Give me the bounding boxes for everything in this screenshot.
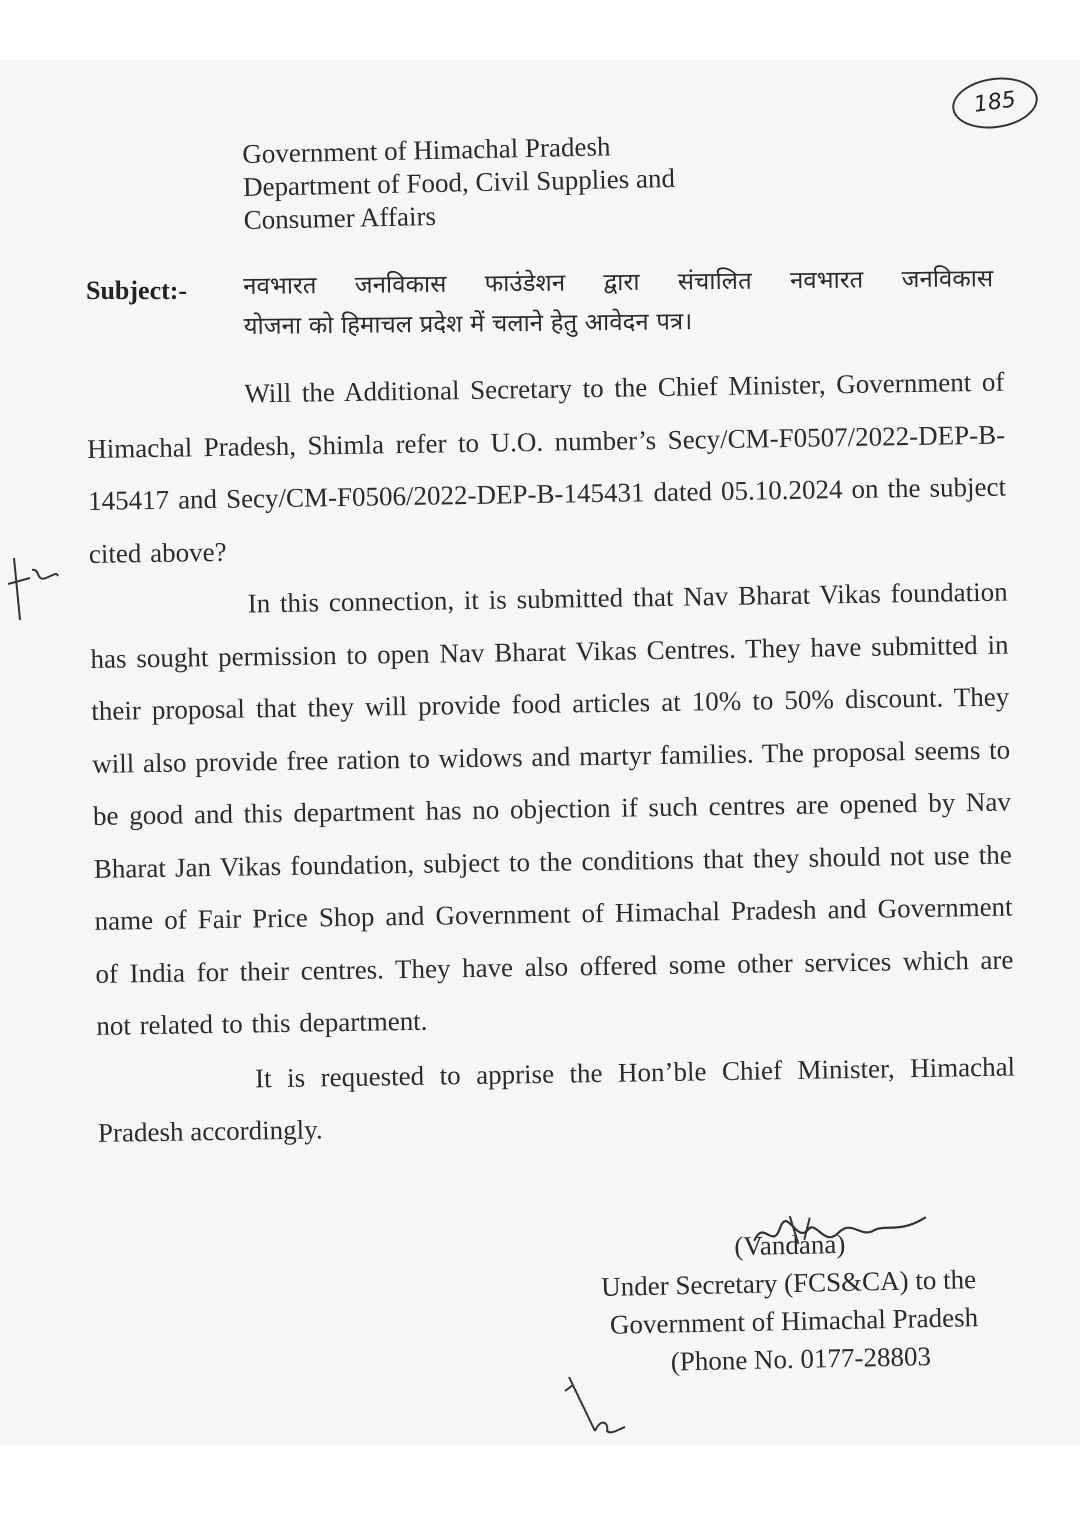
letter-body bbox=[86, 356, 1017, 1187]
subject-line-2: योजना को हिमाचल प्रदेश में चलाने हेतु आवेदन पत्र। bbox=[243, 307, 693, 340]
paragraph-connection: In this connection, it is submitted that Nav Bharat Vikas foundation has sought permission to open Nav Bharat Vikas Centres. They have submitted in their proposal that they will provide food articles at 10% to 50% discount. They will also provide free ration to widows and martyr families. The proposal seems to be good and this department has no objection if such centres are opened by Nav Bharat Jan Vikas foundation, subject to the conditions that they should not use the name of Fair Price Shop and Government of Himachal Pradesh and Government of India for their centres. They have also offered some other services which are not related to this department. bbox=[90, 576, 1014, 1041]
initial-annotation-icon bbox=[555, 1365, 635, 1445]
header-line-consumer-affairs: Consumer Affairs bbox=[243, 200, 437, 235]
paragraph-request: It is requested to apprise the Hon’ble Chief Minister, Himachal Pradesh accordingly. bbox=[97, 1050, 1016, 1148]
header-line-department: Department of Food, Civil Supplies and bbox=[242, 162, 676, 202]
header-line-government: Government of Himachal Pradesh bbox=[242, 131, 611, 169]
handwritten-signature-icon bbox=[750, 1207, 931, 1261]
subject-line-1: नवभारत जनविकास फाउंडेशन द्वारा संचालित नवभारत जनविकास bbox=[243, 264, 994, 300]
signatory-phone: (Phone No. 0177-28803 bbox=[670, 1341, 932, 1377]
page-number: 185 bbox=[972, 87, 1018, 118]
subject-text bbox=[243, 258, 994, 346]
letter-header bbox=[242, 129, 676, 237]
signature-block bbox=[600, 1221, 1053, 1382]
paragraph-reference: Will the Additional Secretary to the Chief Minister, Government of Himachal Pradesh, Shimla refer to U.O. number’s Secy/CM-F0507/2022-DEP-B-145417 and Secy/CM-F0506/2022-DEP-B-145431 dated 05.10.2024 on the subject cited above? bbox=[86, 366, 1007, 569]
signatory-name: (Vandana) bbox=[734, 1228, 846, 1262]
signatory-organization: Government of Himachal Pradesh bbox=[609, 1302, 979, 1340]
signatory-designation: Under Secretary (FCS&CA) to the bbox=[600, 1264, 977, 1302]
margin-annotation-icon bbox=[6, 548, 66, 628]
subject-label: Subject:- bbox=[86, 276, 188, 305]
